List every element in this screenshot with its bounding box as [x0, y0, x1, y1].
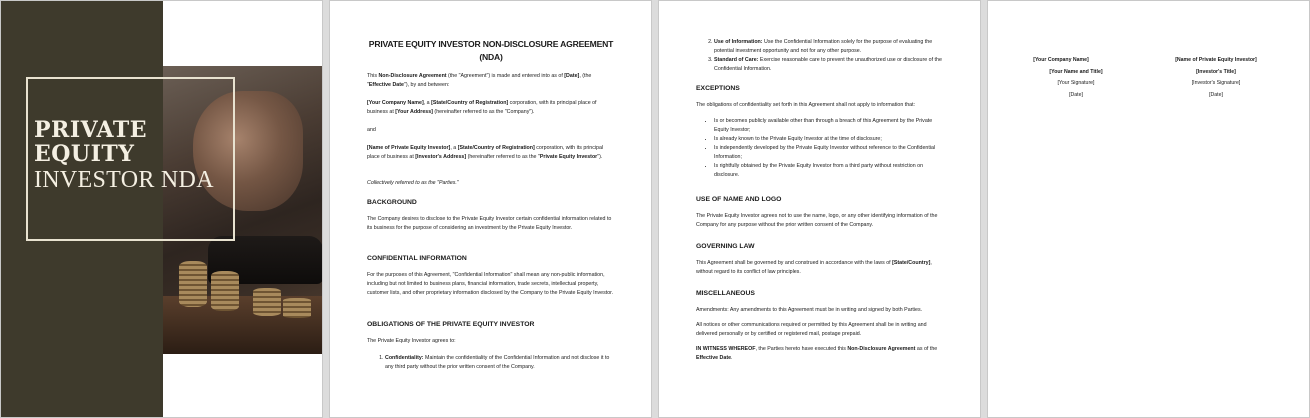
cover-title-line-3: INVESTOR NDA — [34, 167, 214, 193]
text: Maintain the confidentiality of the Confidential Information and not disclose it to any third party without the prior written consent of the Company. — [385, 355, 610, 370]
text: The Private Equity Investor agrees to: — [367, 338, 456, 344]
text: [Name of Private Equity Investor] — [367, 145, 451, 151]
investor-signature-block — [1156, 55, 1276, 101]
list-item: • Is or becomes publicly available other than through a breach of this Agreement by the Private Equity Investor; — [714, 117, 944, 135]
exceptions-section — [696, 84, 944, 180]
text: [Your Address] — [395, 109, 433, 115]
section-heading: BACKGROUND — [367, 199, 417, 206]
text: Non-Disclosure Agreement — [847, 346, 916, 352]
text: as of the — [915, 346, 938, 352]
text: Effective Date — [696, 355, 732, 361]
text: corporation, with its principal place of business at — [367, 145, 604, 160]
list-item — [714, 56, 944, 74]
text: All notices or other communications required or permitted by this Agreement shall be in writing and delivered personally or by certified or registered mail, postage prepaid. — [696, 322, 927, 337]
text: [State/Country of Registration] — [431, 100, 509, 106]
background-section — [367, 198, 615, 233]
section-heading: MISCELLANEOUS — [696, 290, 755, 297]
text: [Date] — [564, 73, 580, 79]
text: The obligations of confidentiality set forth in this Agreement shall not apply to information that: — [696, 102, 916, 108]
coin-stack — [253, 288, 281, 316]
governing-law-section — [696, 242, 944, 277]
collective-paragraph — [367, 179, 615, 188]
text: corporation, with its principal place of business at — [367, 100, 597, 115]
signature-line: [Your Signature] — [1057, 80, 1095, 86]
text: [Your Company Name] — [367, 100, 424, 106]
text: (the "Agreement") is made and entered into as of — [446, 73, 565, 79]
text: Collectively referred to as the "Parties." — [367, 180, 459, 186]
doc-title-block — [367, 38, 615, 64]
exceptions-list — [696, 117, 944, 180]
text: (hereinafter referred to as the " — [466, 154, 540, 160]
miscellaneous-section — [696, 289, 944, 363]
text: , a — [423, 100, 432, 106]
coin-stack — [211, 271, 239, 311]
text: [State/Country of Registration] — [457, 145, 535, 151]
text: and — [367, 127, 376, 133]
text: "). — [597, 154, 603, 160]
coin-stack — [179, 261, 207, 307]
signature-date: [Date] — [1069, 91, 1083, 98]
text: "), by and between: — [403, 82, 450, 88]
text: Effective Date — [368, 82, 404, 88]
text: The Private Equity Investor agrees not to use the name, logo, or any other identifying information of the Company for any purpose without the prior written consent of the Company. — [696, 213, 938, 228]
signature-name: [Your Company Name] — [1033, 57, 1089, 63]
signature-date: [Date] — [1209, 91, 1223, 98]
intro-paragraph — [367, 72, 615, 90]
list-item — [385, 354, 615, 372]
text: . — [731, 355, 733, 361]
text: Amendments: Any amendments to this Agreement must be in writing and signed by both Parties. — [696, 307, 923, 313]
text: , without regard to its conflict of law principles. — [696, 260, 932, 275]
cover-page — [0, 0, 323, 418]
text: (hereinafter referred to as the "Company"). — [432, 109, 535, 115]
name-logo-section — [696, 195, 944, 230]
text: Private Equity Investor — [539, 154, 598, 160]
text: Standard of Care: — [714, 57, 759, 63]
signature-title: [Investor's Title] — [1196, 68, 1236, 75]
text: The Company desires to disclose to the Private Equity Investor certain confidential information related to its business for the purpose of considering an investment by the Private Equity Investor. — [367, 216, 612, 231]
text: Exercise reasonable care to prevent the unauthorized use or disclosure of the Confidential Information. — [714, 57, 942, 72]
section-heading: OBLIGATIONS OF THE PRIVATE EQUITY INVESTOR — [367, 321, 535, 328]
party2-paragraph — [367, 144, 615, 162]
agreement-page-1 — [329, 0, 652, 418]
section-heading: EXCEPTIONS — [696, 85, 740, 92]
coin-stack — [283, 298, 311, 318]
obligations-list — [367, 354, 615, 372]
text: This — [367, 73, 379, 79]
and-paragraph — [367, 126, 615, 135]
text: IN WITNESS WHEREOF — [696, 346, 756, 352]
party1-paragraph — [367, 99, 615, 117]
text: Use of Information: — [714, 39, 763, 45]
list-item: • Is already known to the Private Equity Investor at the time of disclosure; — [714, 135, 944, 144]
text: [Investor's Address] — [415, 154, 467, 160]
company-signature-block — [1001, 55, 1121, 101]
list-item: • Is independently developed by the Private Equity Investor without reference to the Confidential Information; — [714, 144, 944, 162]
signature-page — [987, 0, 1310, 418]
text: [State/Country] — [892, 260, 931, 266]
obligations-list-continued — [696, 38, 944, 74]
text: Confidentiality: — [385, 355, 424, 361]
signature-line: [Investor's Signature] — [1191, 80, 1241, 86]
signature-name: [Name of Private Equity Investor] — [1175, 57, 1257, 63]
text: , (the " — [367, 73, 592, 88]
text: Use the Confidential Information solely for the purpose of evaluating the potential investment opportunity and not for any other purpose. — [714, 39, 933, 54]
section-heading: USE OF NAME AND LOGO — [696, 196, 782, 203]
doc-title: PRIVATE EQUITY INVESTOR NON-DISCLOSURE AGREEMENT (NDA) — [368, 39, 614, 62]
obligations-continued — [696, 38, 944, 74]
list-item — [714, 38, 944, 56]
signature-title: [Your Name and Title] — [1049, 68, 1103, 75]
list-item: • Is rightfully obtained by the Private Equity Investor from a third party without restriction on disclosure. — [714, 162, 944, 180]
agreement-page-2 — [658, 0, 981, 418]
confidential-section — [367, 254, 615, 298]
section-heading: GOVERNING LAW — [696, 243, 755, 250]
obligations-section — [367, 320, 615, 372]
text: This Agreement shall be governed by and construed in accordance with the laws of — [696, 260, 893, 266]
cover-title-line-1: PRIVATE — [34, 117, 147, 143]
text: Non-Disclosure Agreement — [378, 73, 447, 79]
cover-title-line-2: EQUITY — [34, 141, 135, 167]
text: , a — [450, 145, 458, 151]
section-heading: CONFIDENTIAL INFORMATION — [367, 255, 467, 262]
text: For the purposes of this Agreement, "Confidential Information" shall mean any non-public information, including but not limited to business plans, financial information, trade secrets, intellectual property, customer lists, and other proprietary information disclosed by the Company to the Private Equity Investor. — [367, 272, 614, 296]
text: , the Parties hereto have executed this — [755, 346, 848, 352]
